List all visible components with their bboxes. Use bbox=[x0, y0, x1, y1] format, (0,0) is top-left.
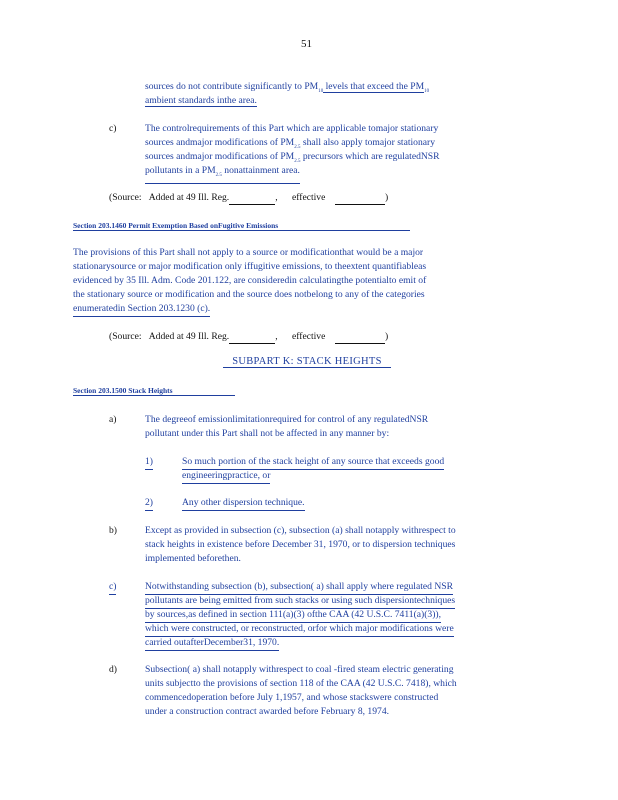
item-a2-label: 2) bbox=[145, 496, 153, 511]
item-c-line-3: sources andmajor modifications of $PM_{2.5}$ precursors which are regulatedNSR bbox=[145, 151, 440, 164]
item-a-line-2: pollutant under this Part shall not be affected in any manner by: bbox=[145, 428, 390, 439]
item-c2-line-5: carried outafterDecember31, 1970. bbox=[145, 636, 279, 651]
item-b-line-1: Except as provided in subsection (c), subsection (a) shall notapply withrespect to bbox=[145, 525, 456, 536]
item-a-line-1: The degreeof emissionlimitationrequired for control of any regulatedNSR bbox=[145, 414, 429, 425]
item-c2-line-4: which were constructed, or reconstructed, orfor which major modifications were bbox=[145, 622, 454, 637]
item-b-label: b) bbox=[109, 525, 117, 536]
effective-blank-2 bbox=[335, 332, 385, 344]
item-c2-line-3: by sources,as defined in section 111(a)(3) ofthe CAA (42 U.S.C. 7411(a)(3)), bbox=[145, 608, 441, 623]
item-b-line-3: implemented beforethen. bbox=[145, 553, 241, 564]
section-1460-line-3: evidenced by 35 Ill. Adm. Code 201.122, are consideredin calculatingthe potentialto emit of bbox=[73, 275, 427, 286]
item-c-line-4: pollutants in a $PM_{2.5}$ nonattainment area. bbox=[145, 164, 300, 184]
item-d-line-4: under a construction contract awarded before February 8, 1974. bbox=[145, 706, 390, 717]
item-a1-line-1: So much portion of the stack height of any source that exceeds good bbox=[182, 455, 444, 470]
item-c2-line-2: pollutants are being emitted from such stacks or using such dispersiontechniques bbox=[145, 594, 455, 609]
page-number: 51 bbox=[301, 38, 312, 50]
source-note: (Source: Added at 49 Ill. Reg. , effective ) bbox=[109, 192, 389, 203]
item-c-label-2: c) bbox=[109, 580, 116, 595]
item-d-label: d) bbox=[109, 664, 117, 675]
item-c-label: c) bbox=[109, 123, 117, 134]
section-1460-line-1: The provisions of this Part shall not apply to a source or modificationthat would be a major bbox=[73, 247, 424, 258]
section-1460-line-4: the stationary source or modification and the source does notbelong to any of the categories bbox=[73, 289, 425, 300]
item-c-line-1: The controlrequirements of this Part which are applicable tomajor stationary bbox=[145, 123, 439, 134]
item-c-line-2: sources andmajor modifications of $PM_{2.5}$ shall also apply tomajor stationary bbox=[145, 137, 436, 150]
register-blank-2 bbox=[229, 332, 275, 344]
section-1460-line-2: stationarysource or major modification only iffugitive emissions, to theextent quantifiableas bbox=[73, 261, 427, 272]
continuation-line-2: ambient standards inthe area. bbox=[145, 95, 257, 106]
item-a1-line-2: engineeringpractice, or bbox=[182, 469, 270, 484]
subpart-heading: SUBPART K: STACK HEIGHTS bbox=[223, 356, 391, 368]
source-note-2: (Source: Added at 49 Ill. Reg. , effective ) bbox=[109, 331, 389, 342]
item-b-line-2: stack heights in existence before December 31, 1970, or to dispersion techniques bbox=[145, 539, 456, 550]
section-1460-line-5: enumeratedin Section 203.1230 (c). bbox=[73, 302, 210, 317]
item-c2-line-1: Notwithstanding subsection (b), subsection( a) shall apply where regulated NSR bbox=[145, 580, 453, 595]
register-blank bbox=[229, 193, 275, 205]
item-a1-label: 1) bbox=[145, 455, 153, 470]
section-1460-heading: Section 203.1460 Permit Exemption Based onFugitive Emissions bbox=[73, 221, 410, 231]
item-d-line-2: units subjectto the provisions of section 118 of the CAA (42 U.S.C. 7418), which bbox=[145, 678, 457, 689]
section-1500-heading: Section 203.1500 Stack Heights bbox=[73, 386, 235, 396]
continuation-line-1: sources do not contribute significantly to $PM_{10}$ levels that exceed the $PM_{10}$ bbox=[145, 81, 430, 94]
item-a2-line-1: Any other dispersion technique. bbox=[182, 496, 305, 511]
item-d-line-1: Subsection( a) shall notapply withrespect to coal -fired steam electric generating bbox=[145, 664, 454, 675]
item-a-label: a) bbox=[109, 414, 117, 425]
effective-blank bbox=[335, 193, 385, 205]
item-d-line-3: commencedoperation before July 1,1957, and whose stackswere constructed bbox=[145, 692, 439, 703]
